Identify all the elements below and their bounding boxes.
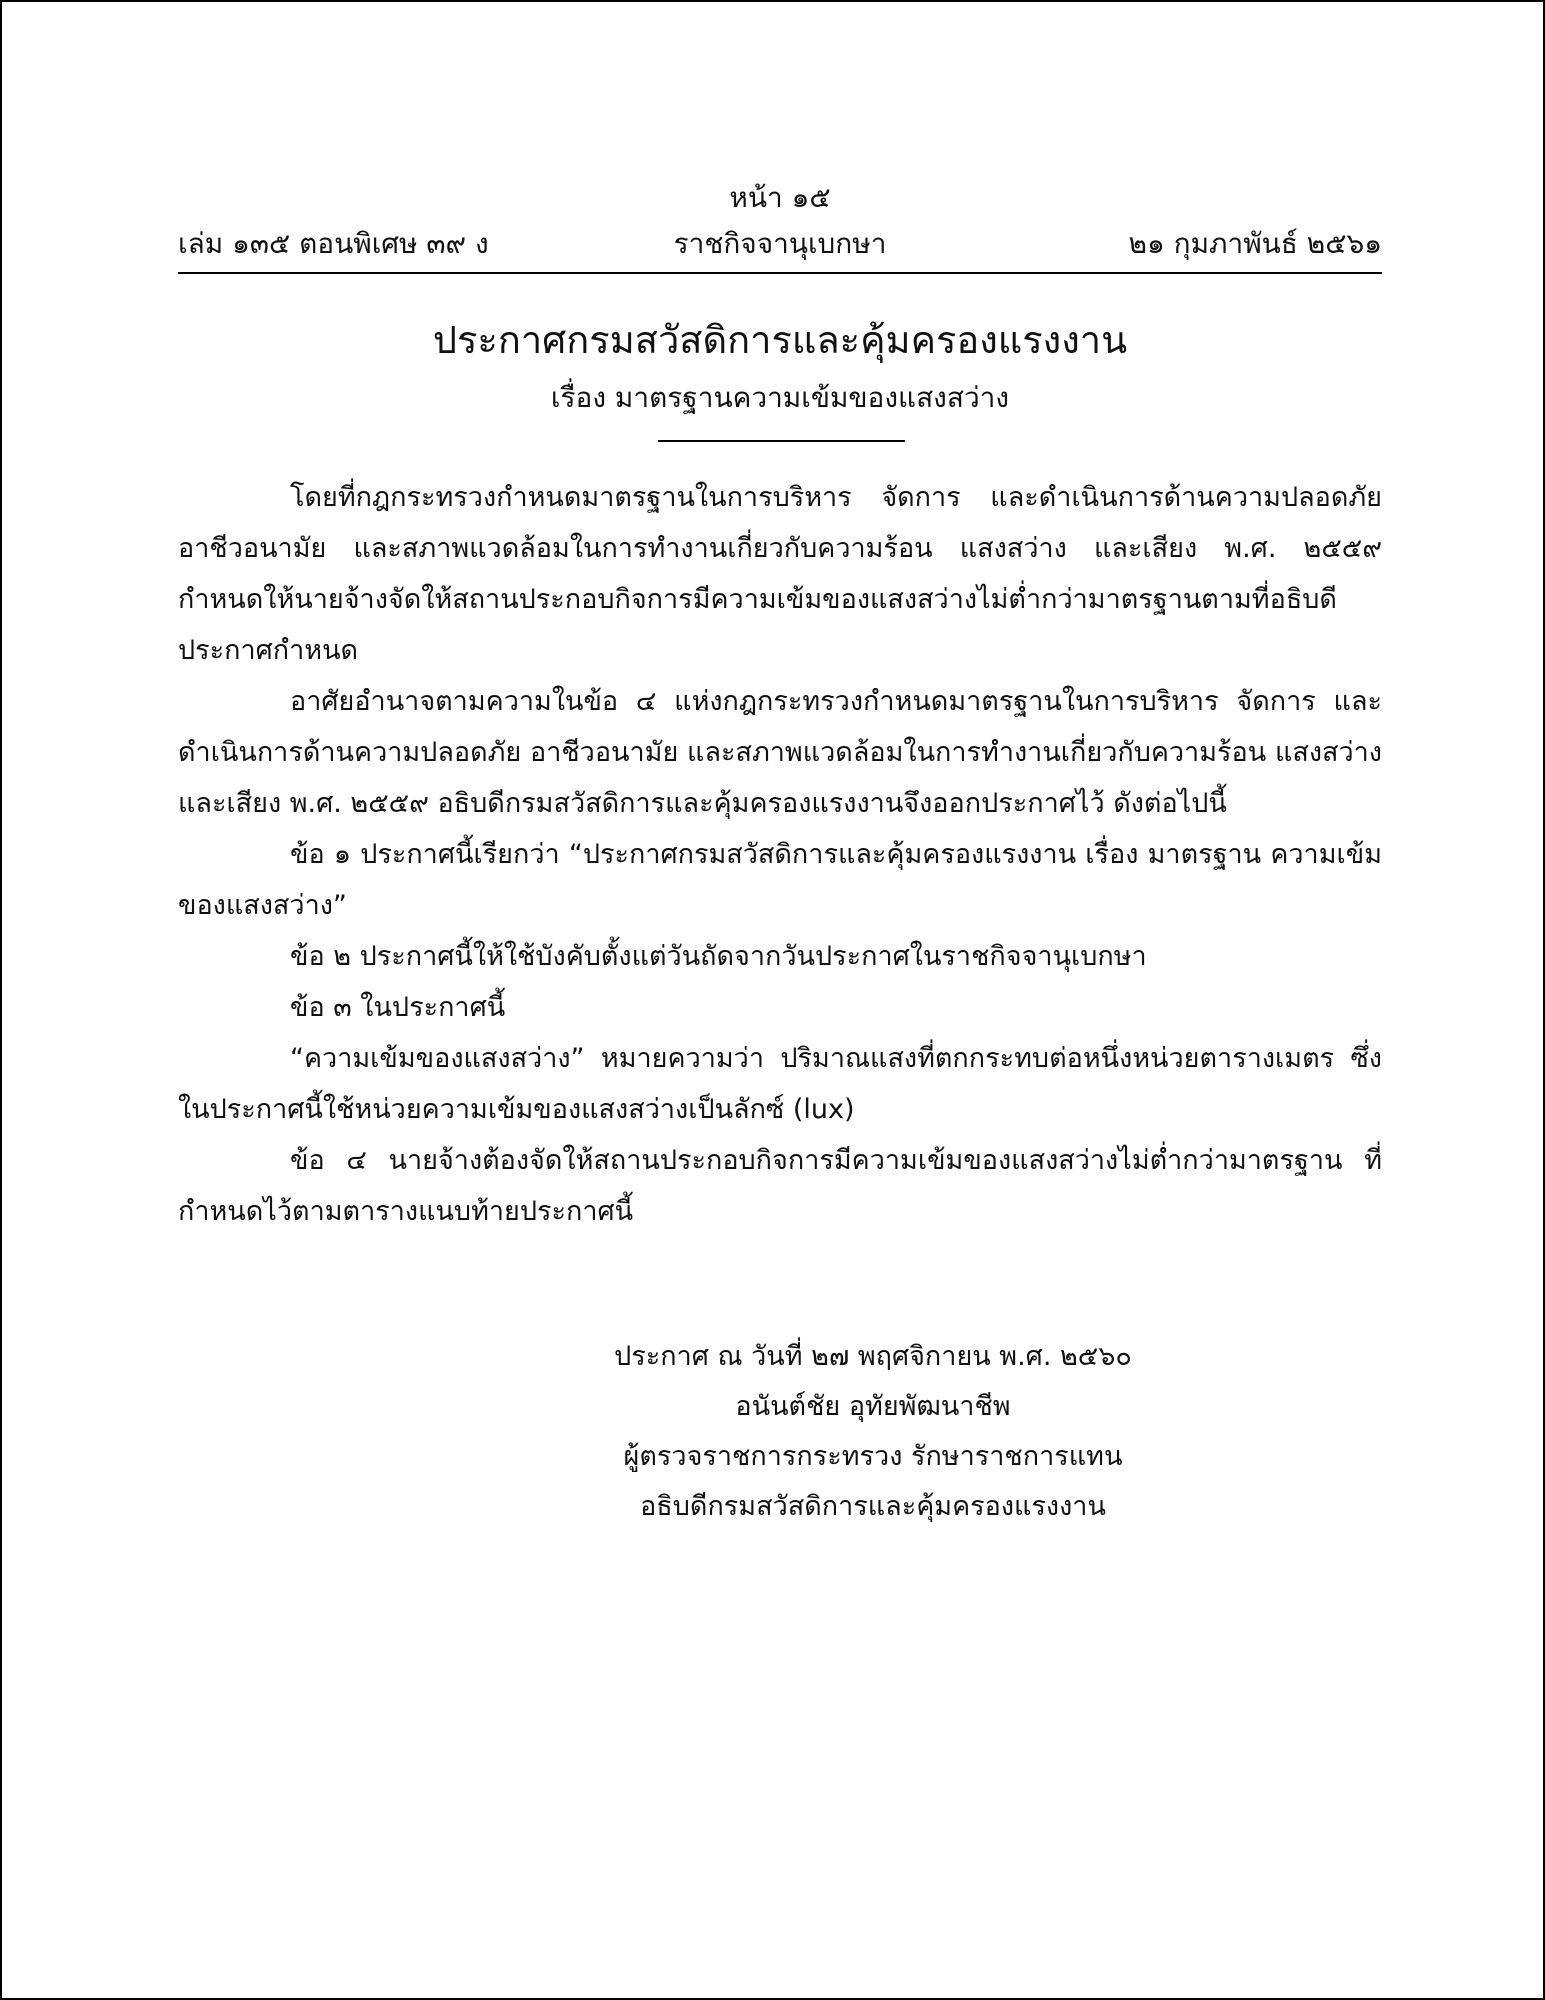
- publication-date: ๒๑ กุมภาพันธ์ ๒๕๖๑: [1128, 227, 1382, 260]
- preamble-paragraph-2: อาศัยอำนาจตามความในข้อ ๔ แห่งกฎกระทรวงกำหนดมาตรฐานในการบริหาร จัดการ และดำเนินการด้านความปลอดภัย อาชีวอนามัย และสภาพแวดล้อมในการทำงานเกี่ยวกับความร้อน แสงสว่าง และเสียง พ.ศ. ๒๕๕๙ อธิบดีกรมสวัสดิการและคุ้มครองแรงงานจึงออกประกาศไว้ ดังต่อไปนี้: [178, 686, 1382, 819]
- clause-4: ข้อ ๔ นายจ้างต้องจัดให้สถานประกอบกิจการมีความเข้มของแสงสว่างไม่ต่ำกว่ามาตรฐาน ที่กำหนดไว้ตามตารางแนบท้ายประกาศนี้: [178, 1145, 1382, 1227]
- signature-block: [613, 1332, 1133, 1532]
- signatory-name: อนันต์ชัย อุทัยพัฒนาชีพ: [735, 1391, 1011, 1422]
- definition-paragraph: “ความเข้มของแสงสว่าง” หมายความว่า ปริมาณแสงที่ตกกระทบต่อหนึ่งหน่วยตารางเมตร ซึ่งในประกาศนี้ใช้หน่วยความเข้มของแสงสว่างเป็นลักซ์ (lux): [178, 1043, 1382, 1125]
- document-subject: เรื่อง มาตรฐานความเข้มของแสงสว่าง: [550, 381, 1010, 414]
- page-number: หน้า ๑๕: [729, 181, 831, 214]
- volume-info: เล่ม ๑๓๕ ตอนพิเศษ ๓๙ ง: [178, 227, 489, 260]
- signatory-acting-position: อธิบดีกรมสวัสดิการและคุ้มครองแรงงาน: [640, 1491, 1106, 1522]
- preamble-paragraph-1: โดยที่กฎกระทรวงกำหนดมาตรฐานในการบริหาร จัดการ และดำเนินการด้านความปลอดภัย อาชีวอนามัย และสภาพแวดล้อมในการทำงานเกี่ยวกับความร้อน แสงสว่าง และเสียง พ.ศ. ๒๕๕๙ กำหนดให้นายจ้างจัดให้สถานประกอบกิจการมีความเข้มของแสงสว่างไม่ต่ำกว่ามาตรฐานตามที่อธิบดีประกาศกำหนด: [178, 482, 1382, 666]
- clause-3: ข้อ ๓ ในประกาศนี้: [290, 992, 506, 1023]
- clause-1: ข้อ ๑ ประกาศนี้เรียกว่า “ประกาศกรมสวัสดิการและคุ้มครองแรงงาน เรื่อง มาตรฐาน ความเข้มของแสงสว่าง”: [178, 839, 1382, 921]
- title-divider: [658, 440, 905, 442]
- signatory-position: ผู้ตรวจราชการกระทรวง รักษาราชการแทน: [623, 1441, 1123, 1472]
- clause-2: ข้อ ๒ ประกาศนี้ให้ใช้บังคับตั้งแต่วันถัดจากวันประกาศในราชกิจจานุเบกษา: [290, 941, 1147, 972]
- gazette-header: [178, 224, 1382, 264]
- document-body: [178, 472, 1382, 1237]
- header-divider: [178, 272, 1382, 274]
- signature-date: ประกาศ ณ วันที่ ๒๗ พฤศจิกายน พ.ศ. ๒๕๖๐: [614, 1341, 1132, 1372]
- document-title: ประกาศกรมสวัสดิการและคุ้มครองแรงงาน: [432, 318, 1128, 362]
- gazette-name: ราชกิจจานุเบกษา: [673, 227, 887, 260]
